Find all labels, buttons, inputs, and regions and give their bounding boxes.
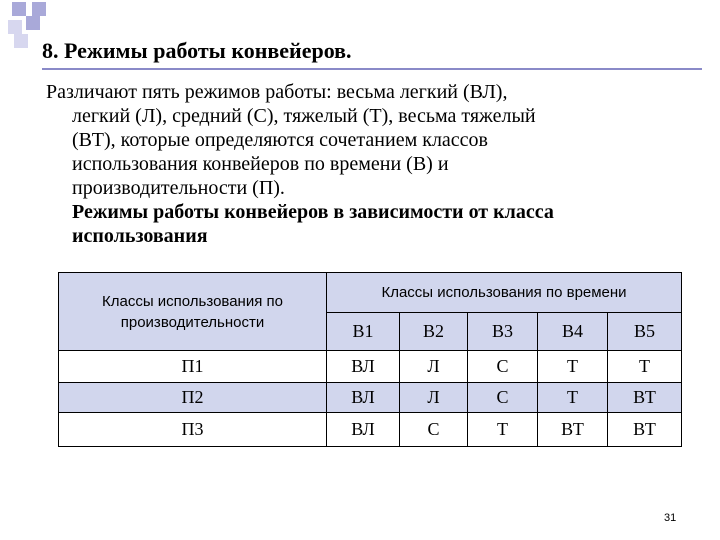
body-line-1: Различают пять режимов работы: весьма легкий (ВЛ), — [46, 81, 508, 103]
modes-table — [58, 272, 682, 447]
decor-square-2 — [32, 2, 46, 16]
table-row — [59, 351, 682, 383]
decor-square-4 — [26, 16, 40, 30]
time-class-cell: В3 — [468, 313, 538, 351]
table-cell: Т — [538, 383, 608, 413]
slide-body — [46, 80, 666, 248]
table-cell: ВТ — [538, 413, 608, 447]
body-line-2: легкий (Л), средний (С), тяжелый (Т), весьма тяжелый — [72, 105, 536, 127]
table-cell: С — [468, 383, 538, 413]
time-classes-header: Классы использования по времени — [327, 273, 682, 313]
table-cell: ВТ — [608, 413, 682, 447]
decor-square-3 — [8, 20, 22, 34]
table-cell: Л — [400, 383, 468, 413]
table-cell: Л — [400, 351, 468, 383]
table-row — [59, 413, 682, 447]
body-line-5: производительности (П). — [72, 177, 285, 199]
table-cell: ВЛ — [327, 413, 400, 447]
corner-header: Классы использования по производительности — [59, 273, 327, 351]
table-cell: Т — [608, 351, 682, 383]
table-caption-line-2: использования — [72, 225, 208, 247]
page-number: 31 — [664, 512, 677, 524]
row-label: П3 — [59, 413, 327, 447]
table-cell: С — [468, 351, 538, 383]
table-cell: Т — [468, 413, 538, 447]
body-line-4: использования конвейеров по времени (В) и — [72, 153, 449, 175]
body-line-3: (ВТ), которые определяются сочетанием классов — [72, 129, 488, 151]
table-cell: ВТ — [608, 383, 682, 413]
time-class-cell: В5 — [608, 313, 682, 351]
time-class-cell: В2 — [400, 313, 468, 351]
table-caption-line-1: Режимы работы конвейеров в зависимости от класса — [72, 201, 554, 223]
decor-square-5 — [14, 34, 28, 48]
title-divider — [42, 68, 702, 70]
row-label: П2 — [59, 383, 327, 413]
table-cell: ВЛ — [327, 383, 400, 413]
table-cell: С — [400, 413, 468, 447]
table-row — [59, 383, 682, 413]
table-cell: Т — [538, 351, 608, 383]
row-label: П1 — [59, 351, 327, 383]
decor-square-1 — [12, 2, 26, 16]
table-cell: ВЛ — [327, 351, 400, 383]
time-class-cell: В1 — [327, 313, 400, 351]
time-class-cell: В4 — [538, 313, 608, 351]
slide-title: 8. Режимы работы конвейеров. — [42, 38, 352, 63]
